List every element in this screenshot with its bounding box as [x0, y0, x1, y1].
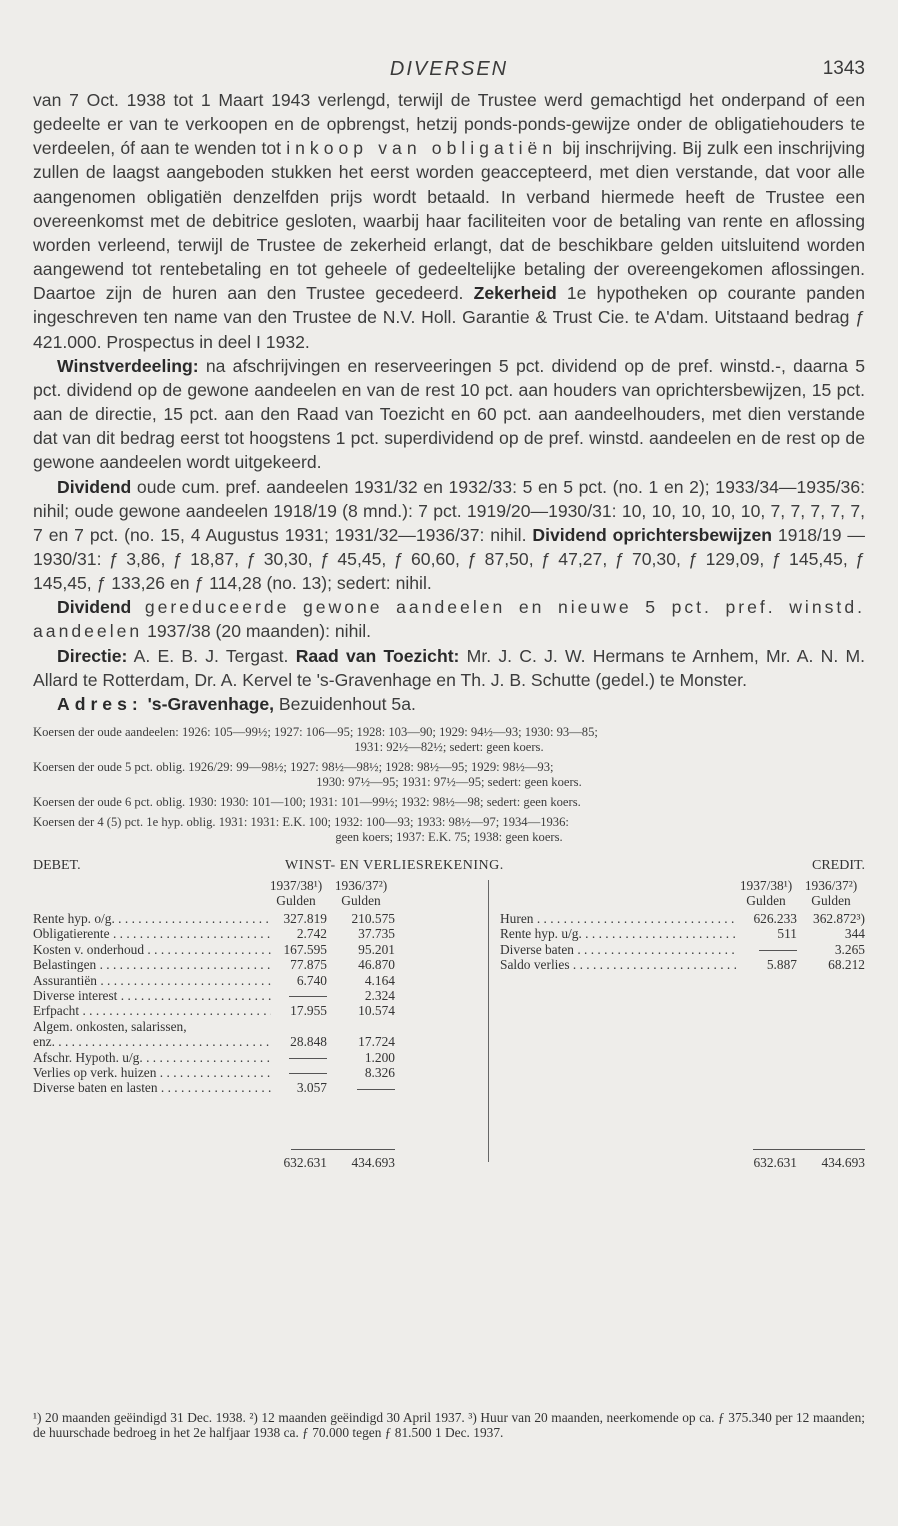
account-row — [33, 988, 865, 1003]
row-value: 4.164 — [364, 972, 395, 988]
row-value: 95.201 — [358, 941, 395, 957]
row-label: Erfpacht . . . — [33, 1003, 271, 1018]
row-value: 28.848 — [290, 1034, 327, 1050]
bold-term: Dividend — [57, 597, 132, 618]
row-value: 362.872³) — [813, 911, 865, 927]
row-value: 210.575 — [351, 911, 395, 927]
row-value: 68.212 — [828, 957, 865, 973]
row-value — [265, 1050, 327, 1065]
account-header — [33, 858, 865, 878]
row-value: 2.742 — [296, 926, 327, 942]
row-label: Diverse baten . . . — [500, 942, 736, 957]
footnote: ¹) 20 maanden geëindigd 31 Dec. 1938. ²) 12 maanden geëindigd 30 April 1937. ³) Huur van 20 maanden, neerkomende op ca. ƒ 375.340 per 12 maanden; de huurschade bedroeg in het 2e halfjaar 1938 ca. ƒ 70.000 tegen ƒ 81.500 1 Dec. 1937. — [33, 1410, 865, 1441]
dash-mark — [357, 1089, 395, 1090]
row-label: Huren . . . — [500, 911, 736, 926]
account-table — [33, 878, 865, 1188]
row-value: 6.740 — [296, 972, 327, 988]
koersen-line: Koersen der oude aandeelen: 1926: 105—99½; 1927: 106—95; 1928: 103—90; 1929: 94½—93; 1930: 93—85; 1931: 92½—82½; sedert: geen koers. — [33, 725, 598, 755]
row-value: 511 — [777, 926, 797, 942]
koersen-line: Koersen der oude 5 pct. oblig. 1926/29: 99—98½; 1927: 98½—98½; 1928: 98½—95; 1929: 98½—93; 1930: 97½—95; 1931: 97½—95; sedert: geen koers. — [33, 760, 582, 790]
row-value: 626.233 — [753, 911, 797, 927]
bold-term: Directie: — [57, 645, 128, 666]
bold-term: 's-Gravenhage, — [142, 693, 275, 714]
row-value: 77.875 — [290, 957, 327, 973]
row-label: Diverse interest . . . — [33, 988, 271, 1003]
row-value: 3.265 — [834, 941, 865, 957]
dash-mark — [289, 996, 327, 997]
row-label: Belastingen . . . — [33, 957, 271, 972]
credit-total-1: 632.631 — [753, 1155, 797, 1171]
main-text — [33, 88, 865, 716]
row-value: 46.870 — [358, 957, 395, 973]
bold-term: Dividend — [57, 476, 132, 497]
dash-mark — [289, 1073, 327, 1074]
spaced-phrase: inkoop van obligatiën — [286, 138, 558, 159]
row-label: Obligatierente . . . — [33, 926, 271, 941]
row-label: enz. . . . — [33, 1034, 271, 1049]
row-value: 5.887 — [766, 957, 797, 973]
account-row — [33, 926, 865, 941]
account-row — [33, 1080, 865, 1095]
row-label: Assurantiën . . . — [33, 973, 271, 988]
row-label: Afschr. Hypoth. u/g. . . . — [33, 1050, 271, 1065]
dash-mark — [289, 1058, 327, 1059]
debet-label: DEBET. — [33, 858, 81, 874]
row-label: Kosten v. onderhoud . . . — [33, 942, 271, 957]
account-row — [33, 1019, 865, 1034]
account-title: WINST- EN VERLIESREKENING. — [285, 858, 504, 874]
total-row — [33, 1155, 865, 1170]
paragraph-dividend-gereduceerd: Dividend gereduceerde gewone aandeelen en nieuwe 5 pct. pref. winstd. aandeelen 1937/38 (20 maanden): nihil. — [33, 597, 865, 642]
koersen-line: Koersen der oude 6 pct. oblig. 1930: 1930: 101—100; 1931: 101—99½; 1932: 98½—98; sedert: geen koers. — [33, 795, 581, 810]
row-value: 17.724 — [358, 1034, 395, 1050]
section-title: DIVERSEN — [389, 58, 509, 80]
account-row — [33, 911, 865, 926]
row-value: 2.324 — [364, 988, 395, 1004]
row-value — [735, 942, 797, 957]
row-label: Rente hyp. u/g. . . . — [500, 926, 736, 941]
account-row — [33, 1050, 865, 1065]
bold-term: Adres: — [57, 693, 143, 714]
paragraph-directie: Directie: A. E. B. J. Tergast. Raad van Toezicht: Mr. J. C. J. W. Hermans te Arnhem, Mr. A. N. M. Allard te Rotterdam, Dr. A. Kervel te 's-Gravenhage en Th. J. B. Schutte (gedel.) te Monster. — [33, 645, 865, 690]
row-label: Algem. onkosten, salarissen, — [33, 1018, 187, 1034]
row-value — [265, 988, 327, 1003]
page-number: 1343 — [822, 58, 865, 79]
credit-total-2: 434.693 — [821, 1155, 865, 1171]
row-value: 17.955 — [290, 1003, 327, 1019]
koersen-block — [33, 725, 865, 845]
row-value: 344 — [844, 926, 865, 942]
credit-label: CREDIT. — [811, 858, 865, 874]
total-rule — [753, 1149, 865, 1150]
row-value: 1.200 — [364, 1049, 395, 1065]
row-value — [265, 1065, 327, 1080]
account-row — [33, 1003, 865, 1018]
debet-total-1: 632.631 — [283, 1155, 327, 1171]
bold-term: Raad van Toezicht: — [295, 645, 460, 666]
account-row — [33, 1034, 865, 1049]
account-row — [33, 1065, 865, 1080]
koersen-line: Koersen der 4 (5) pct. 1e hyp. oblig. 1931: 1931: E.K. 100; 1932: 100—93; 1933: 98½—97; 1934—1936: geen koers; 1937: E.K. 75; 1938: geen koers. — [33, 815, 569, 845]
row-value — [327, 1080, 395, 1095]
row-value: 327.819 — [283, 911, 327, 927]
account-row — [33, 957, 865, 972]
debet-total-2: 434.693 — [351, 1155, 395, 1171]
paragraph-winstverdeeling: Winstverdeeling: na afschrijvingen en reserveeringen 5 pct. dividend op de pref. winstd.-, daarna 5 pct. dividend op de gewone aandeelen en van de rest 10 pct. aan houders van oprichtersbewijzen, 15 pct. aan de directie, 15 pct. aan den Raad van Toezicht en 60 pct. aan aandeelhouders, met dien verstande dat van dit bedrag eerst tot hoogstens 1 pct. superdividend op de pref. winstd. aandeelen en de rest op de gewone aandeelen wordt uitgekeerd. — [33, 355, 865, 473]
row-value: 37.735 — [358, 926, 395, 942]
paragraph-dividend: Dividend oude cum. pref. aandeelen 1931/32 en 1932/33: 5 en 5 pct. (no. 1 en 2); 1933/34—1935/36: nihil; oude gewone aandeelen 1918/19 (8 mnd.): 7 pct. 1919/20—1930/31: 10, 10, 10, 10, 10, 7, 7, 7, 7, 7, 7 en 7 pct. (no. 15, 4 Augustus 1931; 1931/32—1936/37: nihil. Dividend oprichtersbewijzen 1918/19 —1930/31: ƒ 3,86, ƒ 18,87, ƒ 30,30, ƒ 45,45, ƒ 60,60, ƒ 87,50, ƒ 47,27, ƒ 70,30, ƒ 129,09, ƒ 145,45, ƒ 145,45, ƒ 133,26 en ƒ 114,28 (no. 13); sedert: nihil. — [33, 476, 866, 594]
row-value: 3.057 — [296, 1080, 327, 1096]
spaced-phrase: gereduceerde gewone aandeelen en nieuwe 5 pct. pref. winstd. aandeelen — [33, 597, 865, 642]
paragraph-trustee: van 7 Oct. 1938 tot 1 Maart 1943 verlengd, terwijl de Trustee werd gemachtigd het onderpand of een gedeelte er van te verkoopen en de opbrengst, hetzij ponds-ponds-gewijze onder de obligatiehouders te verdeelen, óf aan te wenden tot inkoop van obligatiën bij inschrijving. Bij zulk een inschrijving zullen de laagst aangeboden stukken het eerst worden geaccepteerd, met dien verstande, dat voor alle aangenomen obligatiën denzelfden prijs wordt betaald. In verband hiermede heeft de Trustee een overeenkomst met de debitrice gesloten, waarbij haar faciliteiten voor de betaling van rente en aflossing worden verleend, terwijl de Trustee de zekerheid erlangt, dat de beschikbare gelden uitsluitend worden aangewend tot rentebetaling en tot geheele of gedeeltelijke betaling der overeengekomen aflossingen. Daartoe zijn de huren aan den Trustee gecedeerd. Zekerheid 1e hypotheken op courante panden ingeschreven ten name van den Trustee de N.V. Holl. Garantie & Trust Cie. te A'dam. Uitstaand bedrag ƒ 421.000. Prospectus in deel I 1932. — [33, 90, 866, 352]
page — [33, 58, 866, 1441]
column-unit-row: Gulden Gulden Gulden Gulden — [276, 893, 851, 909]
row-value: 167.595 — [283, 941, 327, 957]
row-value: 10.574 — [358, 1003, 395, 1019]
row-label: Saldo verlies . . . — [500, 957, 736, 972]
paragraph-adres: Adres: 's-Gravenhage, Bezuidenhout 5a. — [57, 693, 416, 714]
row-label: Verlies op verk. huizen . . . — [33, 1065, 271, 1080]
bold-term: Winstverdeeling: — [57, 355, 199, 376]
account-row — [33, 973, 865, 988]
row-value: 8.326 — [364, 1065, 395, 1081]
bold-term: Dividend oprichtersbewijzen — [532, 524, 772, 545]
row-label: Rente hyp. o/g. . . . — [33, 911, 271, 926]
total-rule — [291, 1149, 395, 1150]
dash-mark — [759, 950, 797, 951]
bold-term: Zekerheid — [473, 283, 557, 304]
account-row — [33, 942, 865, 957]
page-header — [33, 58, 865, 88]
column-year-row: 1937/38¹) 1936/37²) 1937/38¹) 1936/37²) — [269, 878, 858, 894]
row-label: Diverse baten en lasten . . . — [33, 1080, 271, 1095]
